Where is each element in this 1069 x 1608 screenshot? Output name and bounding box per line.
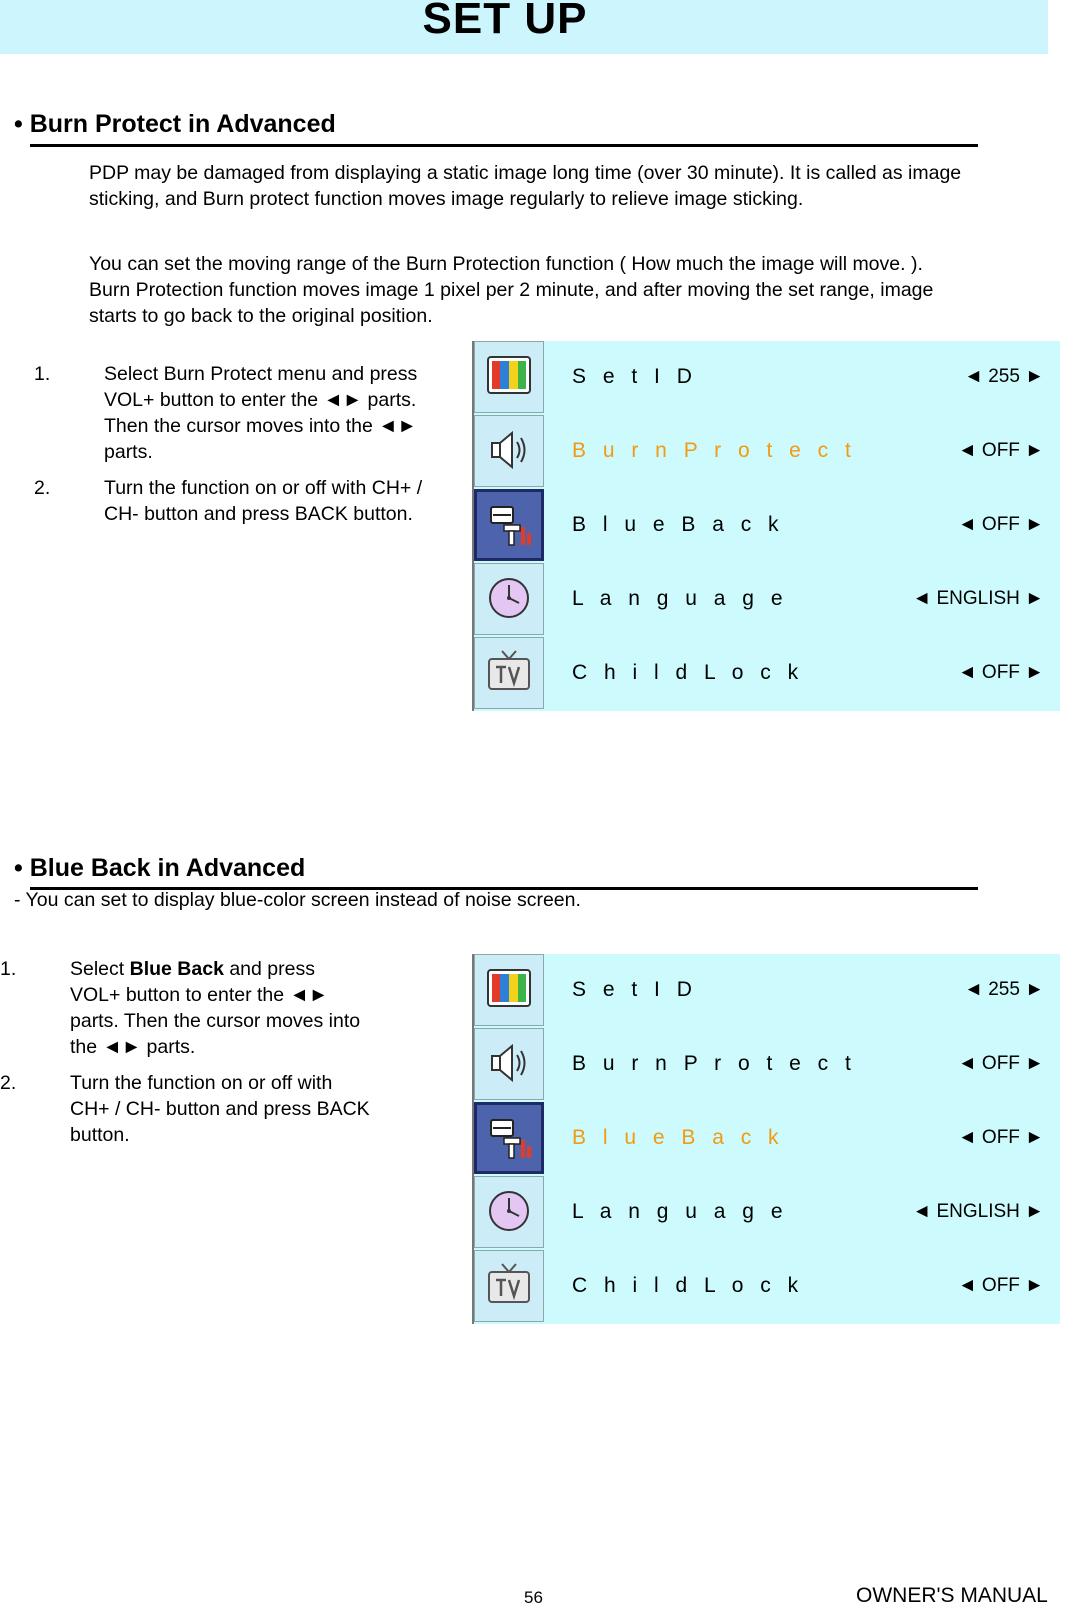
menu-item-label: S e t I D xyxy=(572,365,698,388)
menu-item-value[interactable]: ◄ OFF ► xyxy=(957,662,1044,683)
clock-icon xyxy=(486,575,532,621)
tv-menu-icon-cell xyxy=(474,637,544,709)
menu-item-label: B l u e B a c k xyxy=(572,513,785,536)
menu-item-value[interactable]: ◄ ENGLISH ► xyxy=(912,588,1044,609)
burn-protect-paragraph-1: PDP may be damaged from displaying a static image long time (over 30 minute). It is called as image sticking, and Burn protect function moves image regularly to relieve image sticking. xyxy=(89,162,962,210)
menu-item-label: L a n g u a g e xyxy=(572,587,788,610)
setup-menu-icon-cell xyxy=(474,489,544,561)
step-text: Turn the function on or off with CH+ / CH- button and press BACK button. xyxy=(104,477,423,525)
menu-row-blue-back[interactable] xyxy=(474,489,1060,563)
time-menu-icon-cell xyxy=(474,1176,544,1248)
burn-protect-paragraph-2: You can set the moving range of the Burn Protection function ( How much the image will move. ). Burn Protection function moves image 1 pixel per 2 minute, and after moving the set range, image starts to go back to the original position. xyxy=(89,253,934,327)
tv-icon xyxy=(486,649,532,695)
sound-menu-icon-cell xyxy=(474,415,544,487)
setup-menu-icon-cell xyxy=(474,1102,544,1174)
menu-item-label: L a n g u a g e xyxy=(572,1200,788,1223)
advanced-menu-burn-protect xyxy=(472,341,1060,711)
step-text: Turn the function on or off with CH+ / CH- button and press BACK button. xyxy=(70,1072,370,1146)
picture-menu-icon-cell xyxy=(474,954,544,1026)
step-item xyxy=(34,361,424,465)
step-item xyxy=(0,1070,370,1148)
blue-back-steps xyxy=(0,956,370,1158)
tv-icon xyxy=(486,1262,532,1308)
section-divider xyxy=(30,144,978,147)
step-number: 2. xyxy=(34,477,51,499)
sound-menu-icon-cell xyxy=(474,1028,544,1100)
menu-row-blue-back[interactable] xyxy=(474,1102,1060,1176)
menu-item-value[interactable]: ◄ 255 ► xyxy=(964,366,1044,387)
speaker-icon xyxy=(486,427,532,473)
menu-item-label: B u r n P r o t e c t xyxy=(572,1052,857,1075)
page-number: 56 xyxy=(524,1588,543,1607)
speaker-icon xyxy=(486,1040,532,1086)
blue-back-heading: • Blue Back in Advanced xyxy=(14,854,306,882)
menu-item-label: B u r n P r o t e c t xyxy=(572,439,857,462)
advanced-menu-blue-back xyxy=(472,954,1060,1324)
color-bars-icon xyxy=(486,353,532,399)
step-text xyxy=(70,956,370,1060)
menu-item-value[interactable]: ◄ 255 ► xyxy=(964,979,1044,1000)
menu-item-value[interactable]: ◄ OFF ► xyxy=(957,1127,1044,1148)
header-bar xyxy=(0,0,1048,54)
step-number: 1. xyxy=(0,958,17,980)
picture-menu-icon-cell xyxy=(474,341,544,413)
menu-row-language[interactable] xyxy=(474,563,1060,637)
page-title: SET UP xyxy=(422,0,588,43)
step-number: 2. xyxy=(0,1072,17,1094)
burn-protect-steps xyxy=(34,361,424,537)
clock-icon xyxy=(486,1188,532,1234)
menu-row-setid[interactable] xyxy=(474,954,1060,1028)
menu-item-label: C h i l d L o c k xyxy=(572,661,804,684)
menu-row-burn-protect[interactable] xyxy=(474,415,1060,489)
step-number: 1. xyxy=(34,363,51,385)
manual-title: OWNER'S MANUAL xyxy=(856,1584,1048,1607)
step-text: Select Burn Protect menu and press VOL+ button to enter the ◄► parts. Then the cursor moves into the ◄► parts. xyxy=(104,363,418,463)
menu-item-label: S e t I D xyxy=(572,978,698,1001)
menu-item-value[interactable]: ◄ OFF ► xyxy=(957,1053,1044,1074)
toolbox-icon xyxy=(488,1116,534,1162)
toolbox-icon xyxy=(488,503,534,549)
menu-row-burn-protect[interactable] xyxy=(474,1028,1060,1102)
step-item xyxy=(0,956,370,1060)
menu-item-label: C h i l d L o c k xyxy=(572,1274,804,1297)
menu-item-value[interactable]: ◄ OFF ► xyxy=(957,1275,1044,1296)
menu-row-language[interactable] xyxy=(474,1176,1060,1250)
step-text-pre: Select xyxy=(70,958,130,980)
step-item xyxy=(34,475,424,527)
menu-row-setid[interactable] xyxy=(474,341,1060,415)
menu-item-label: B l u e B a c k xyxy=(572,1126,785,1149)
step-text-post: and press VOL+ button to enter the ◄► parts. Then the cursor moves into the ◄► parts. xyxy=(70,958,361,1058)
menu-item-value[interactable]: ◄ OFF ► xyxy=(957,440,1044,461)
menu-row-child-lock[interactable] xyxy=(474,1250,1060,1324)
blue-back-description: - You can set to display blue-color screen instead of noise screen. xyxy=(14,889,581,911)
menu-row-child-lock[interactable] xyxy=(474,637,1060,711)
color-bars-icon xyxy=(486,966,532,1012)
tv-menu-icon-cell xyxy=(474,1250,544,1322)
menu-item-value[interactable]: ◄ OFF ► xyxy=(957,514,1044,535)
burn-protect-heading: • Burn Protect in Advanced xyxy=(14,110,336,138)
step-text-bold: Blue Back xyxy=(129,958,224,980)
time-menu-icon-cell xyxy=(474,563,544,635)
menu-item-value[interactable]: ◄ ENGLISH ► xyxy=(912,1201,1044,1222)
